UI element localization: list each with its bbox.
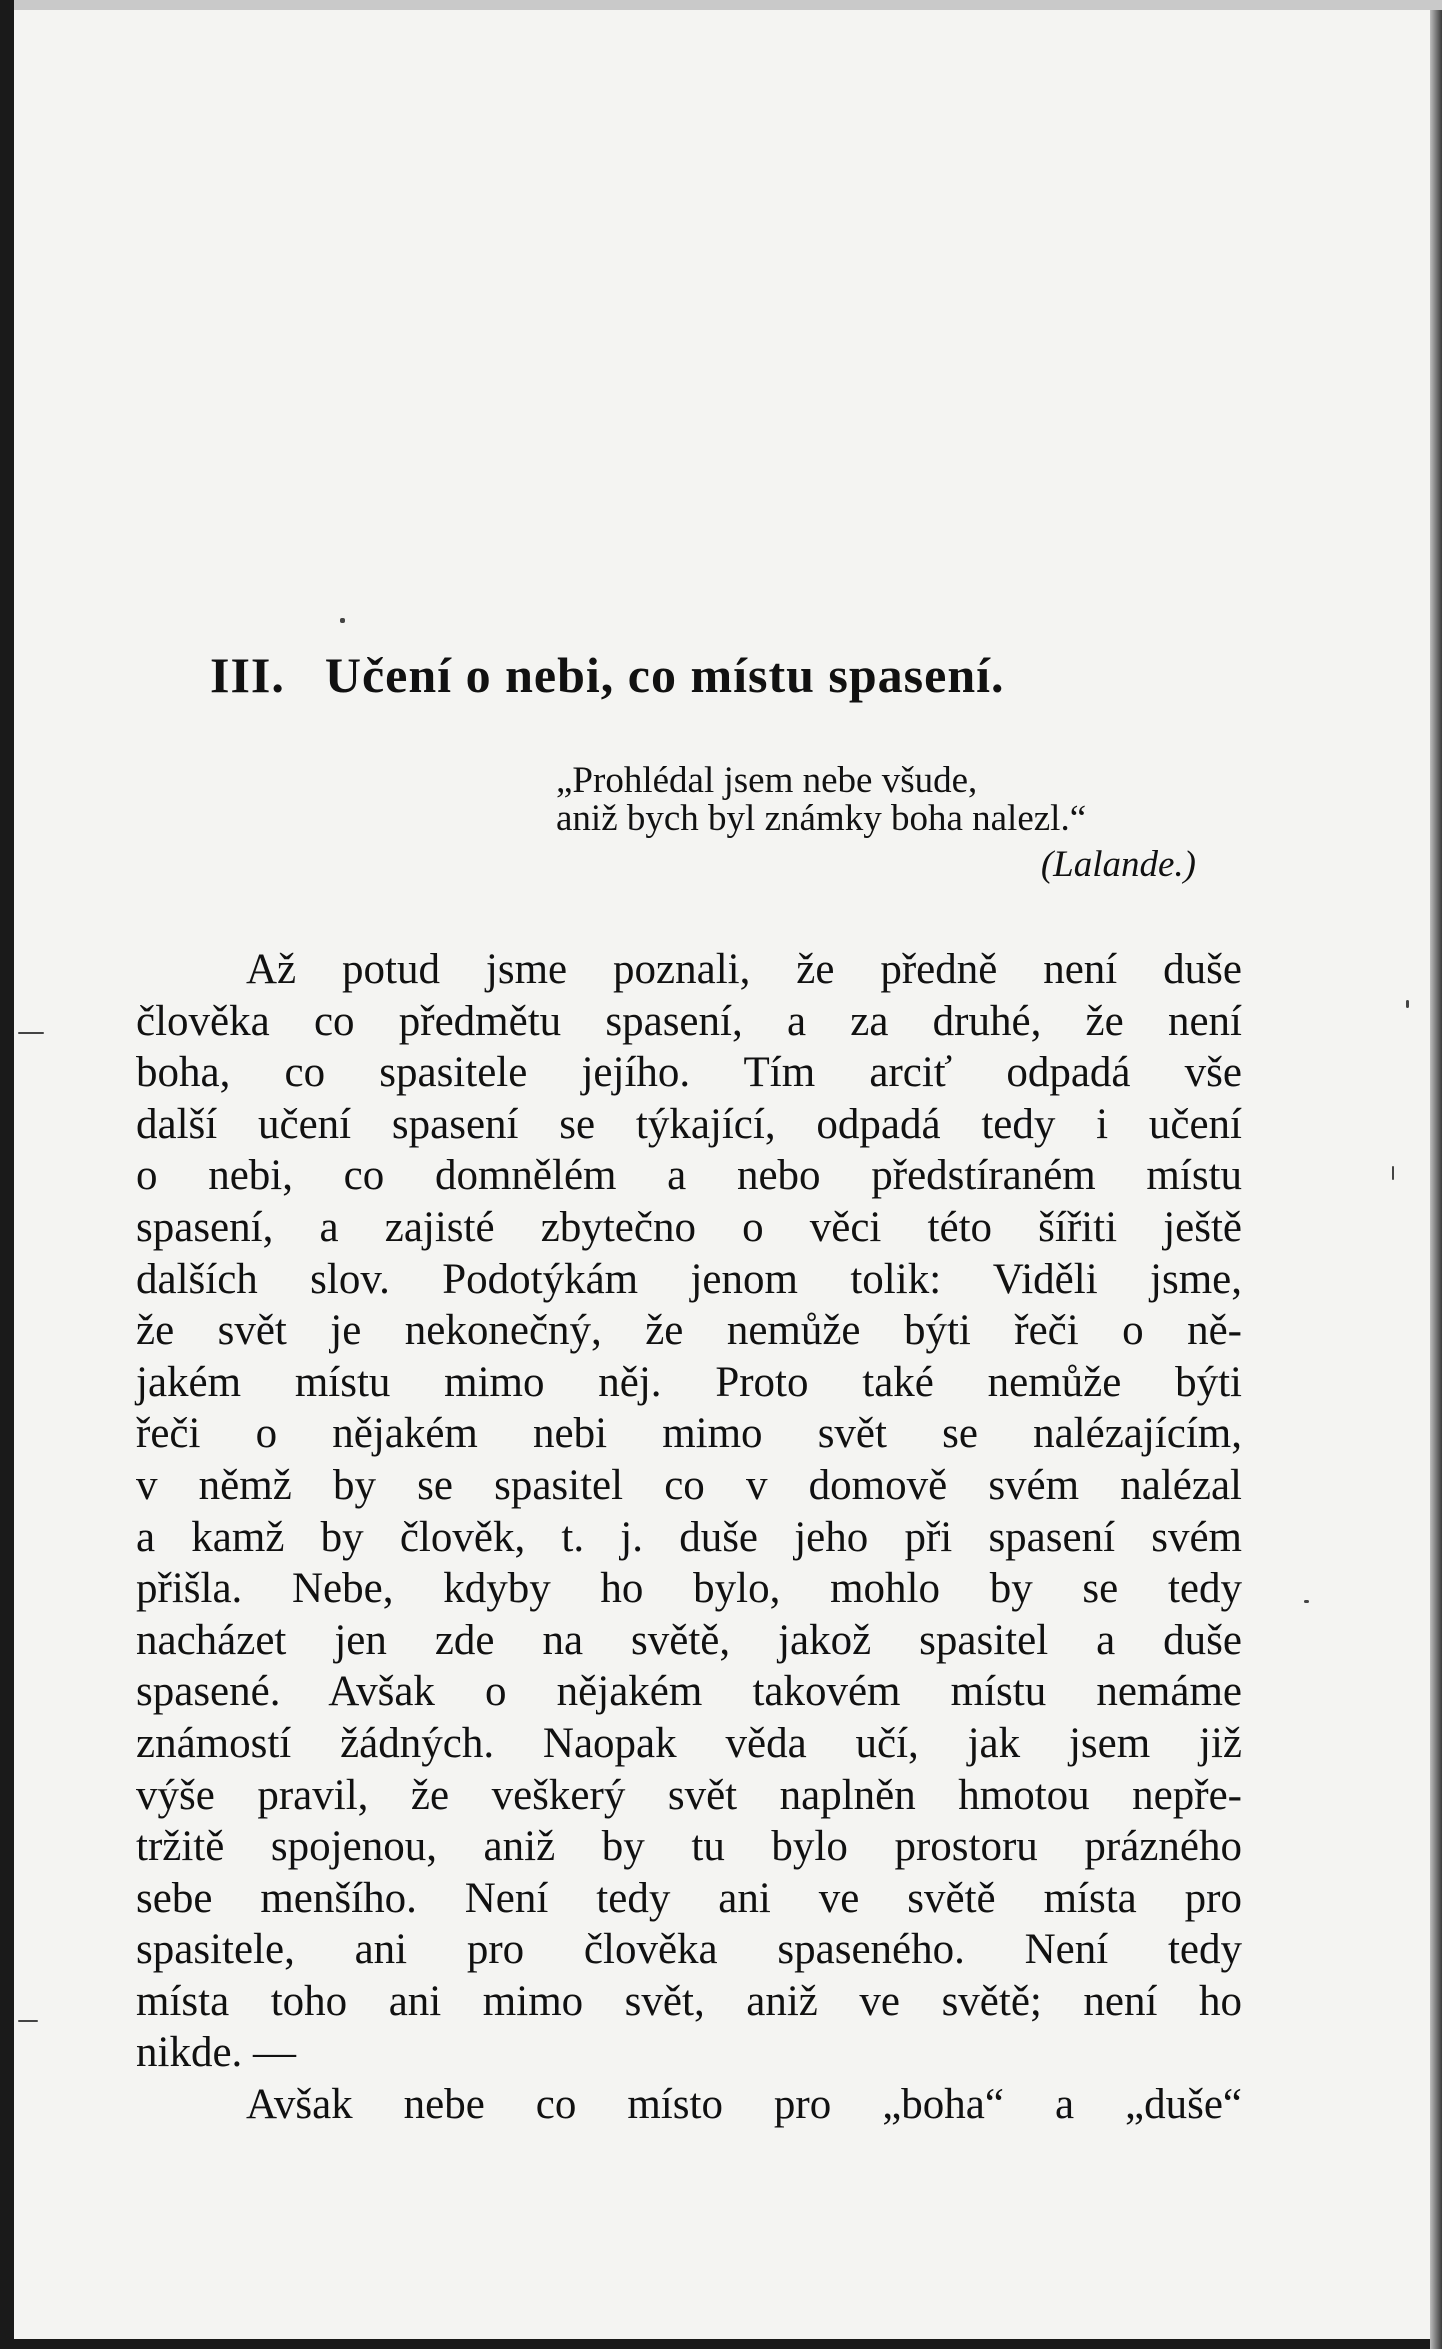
print-speck <box>1392 1166 1394 1180</box>
text-line: výše pravil, že veškerý svět naplněn hmotou nepře- <box>136 1771 1242 1819</box>
text-line: řeči o nějakém nebi mimo svět se nalézajícím, <box>136 1410 1242 1458</box>
text-line: známostí žádných. Naopak věda učí, jak jsem již <box>136 1719 1242 1767</box>
print-speck <box>18 2020 38 2022</box>
epigraph-line: „Prohlédal jsem nebe všude, <box>556 760 978 801</box>
print-speck <box>18 1032 44 1034</box>
text-line: nacházet jen zde na světě, jakož spasitel a duše <box>136 1616 1242 1664</box>
text-line: Avšak nebe co místo pro „boha“ a „duše“ <box>246 2081 1242 2129</box>
text-line: sebe menšího. Není tedy ani ve světě místa pro <box>136 1874 1242 1922</box>
text-line: spasení, a zajisté zbytečno o věci této šířiti ještě <box>136 1203 1242 1251</box>
text-line: nikde. — <box>136 2029 297 2077</box>
text-line: místa toho ani mimo svět, aniž ve světě; není ho <box>136 1977 1242 2025</box>
text-line: že svět je nekonečný, že nemůže býti řeči o ně- <box>136 1307 1242 1355</box>
chapter-title: Učení o nebi, co místu spasení. <box>324 647 1005 703</box>
chapter-number: III. <box>210 647 285 703</box>
text-line: další učení spasení se týkající, odpadá tedy i učení <box>136 1100 1242 1148</box>
print-speck <box>1406 1000 1409 1008</box>
text-line: jakém místu mimo něj. Proto také nemůže býti <box>136 1358 1242 1406</box>
text-line: Až potud jsme poznali, že předně není duše <box>246 946 1242 993</box>
print-speck <box>340 618 345 623</box>
chapter-heading <box>210 646 1210 704</box>
page-edge-shadow <box>1430 10 1442 2349</box>
epigraph <box>556 762 1196 884</box>
text-line: přišla. Nebe, kdyby ho bylo, mohlo by se tedy <box>136 1565 1242 1613</box>
text-line: o nebi, co domnělém a nebo předstíraném místu <box>136 1152 1242 1200</box>
text-line: člověka co předmětu spasení, a za druhé, že není <box>136 997 1242 1045</box>
text-line: boha, co spasitele jejího. Tím arciť odpadá vše <box>136 1049 1242 1097</box>
text-line: spasené. Avšak o nějakém takovém místu nemáme <box>136 1668 1242 1716</box>
book-page <box>14 0 1442 2339</box>
text-line: v němž by se spasitel co v domově svém nalézal <box>136 1461 1242 1509</box>
text-line: dalších slov. Podotýkám jenom tolik: Viděli jsme, <box>136 1255 1242 1303</box>
text-line: a kamž by člověk, t. j. duše jeho při spasení svém <box>136 1513 1242 1561</box>
epigraph-line: aniž bych byl známky boha nalezl.“ <box>556 798 1087 839</box>
text-line: tržitě spojenou, aniž by tu bylo prostoru prázného <box>136 1823 1242 1871</box>
print-speck <box>1304 1600 1309 1603</box>
text-line: spasitele, ani pro člověka spaseného. Není tedy <box>136 1926 1242 1974</box>
epigraph-source: (Lalande.) <box>1040 844 1196 885</box>
body-text <box>136 944 1242 2131</box>
